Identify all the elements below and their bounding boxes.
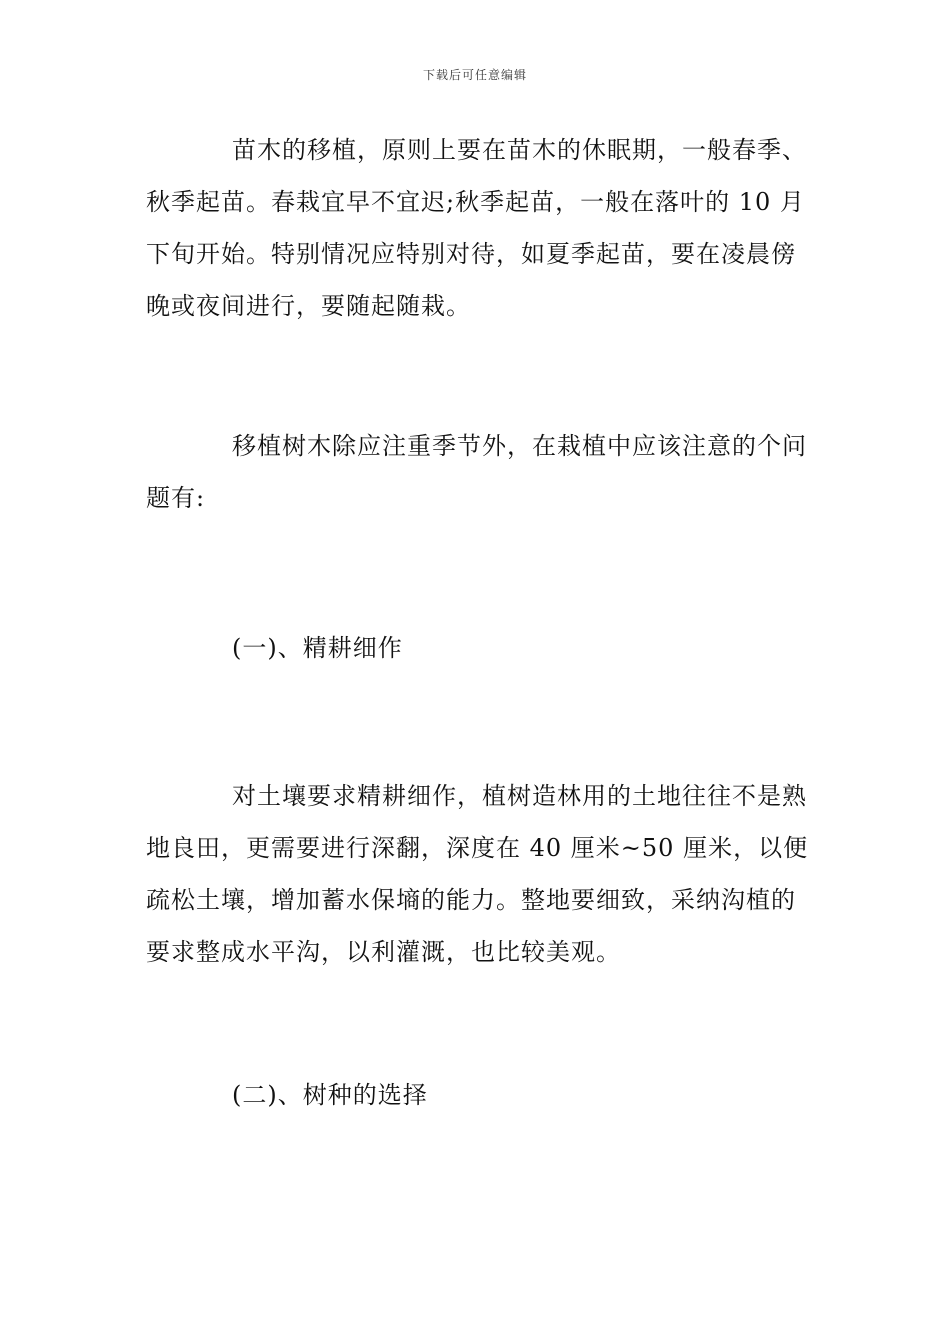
paragraph-transplant-season: 苗木的移植，原则上要在苗木的休眠期，一般春季、秋季起苗。春栽宜早不宜迟;秋季起苗，一般在落叶的 10 月下旬开始。特别情况应特别对待，如夏季起苗，要在凌晨傍晚或夜间进行，要随起随栽。 <box>146 136 807 320</box>
paragraph-planting-notes: 移植树木除应注重季节外，在栽植中应该注意的个问题有: <box>146 432 807 512</box>
section-heading-fine-cultivation: (一)、精耕细作 <box>232 634 403 662</box>
paragraph-soil-preparation: 对土壤要求精耕细作，植树造林用的土地往往不是熟地良田，更需要进行深翻，深度在 40 厘米~50 厘米，以便疏松土壤，增加蓄水保墒的能力。整地要细致，采纳沟植的要求整成水平沟，以利灌溉，也比较美观。 <box>146 782 809 966</box>
section-heading-species-selection: (二)、树种的选择 <box>232 1081 428 1109</box>
header-note: 下载后可任意编辑 <box>422 68 527 82</box>
